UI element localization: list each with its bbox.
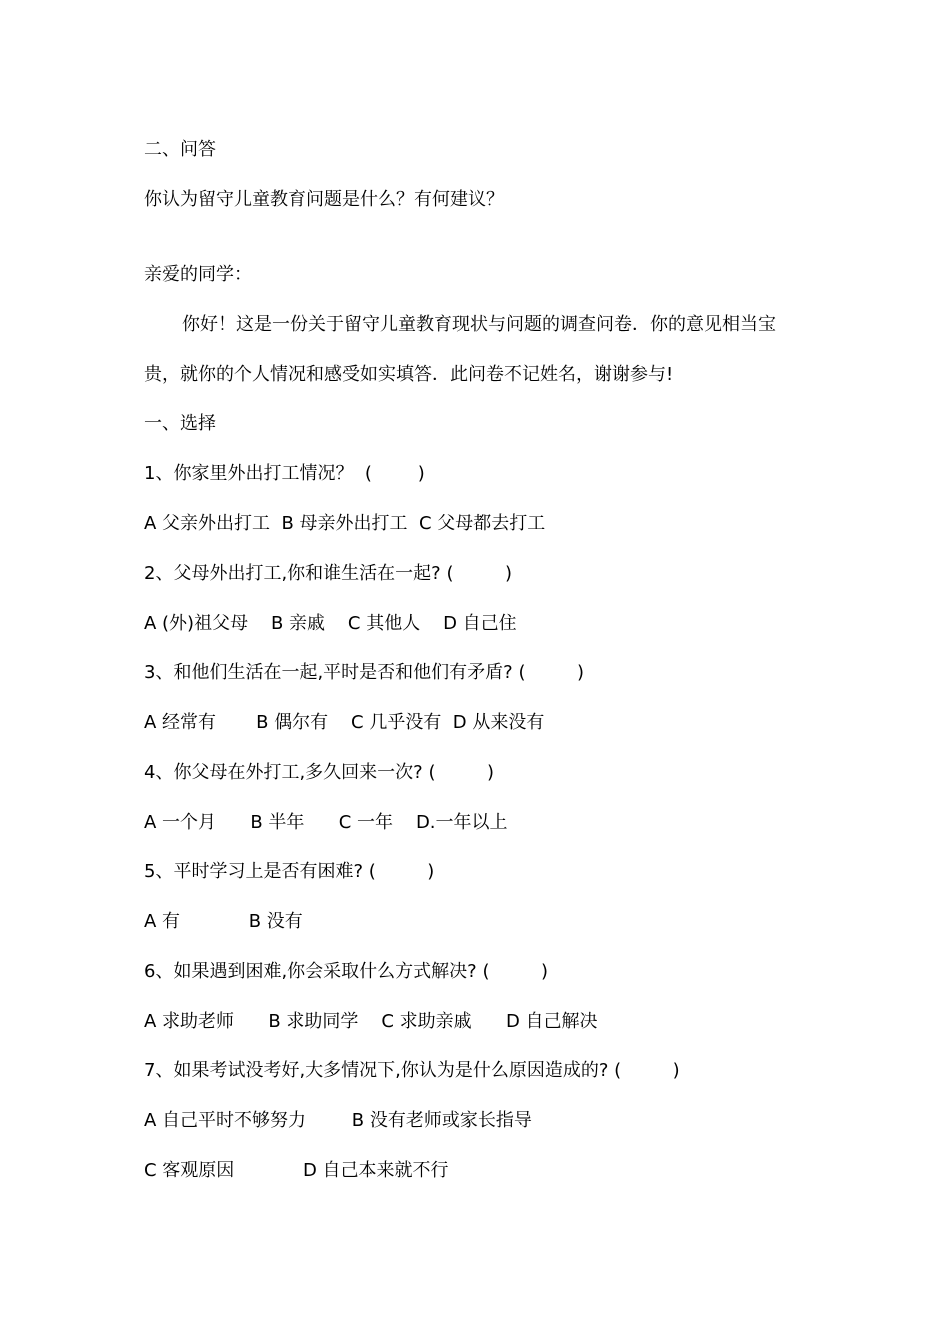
letter-greeting: 亲爱的同学： bbox=[144, 264, 252, 285]
letter-intro-line-1: 你好！这是一份关于留守儿童教育现状与问题的调查问卷．你的意见相当宝 bbox=[182, 314, 776, 335]
question-1-options: A 父亲外出打工 B 母亲外出打工 C 父母都去打工 bbox=[144, 513, 546, 534]
question-4: 4、你父母在外打工,多久回来一次? ( ) bbox=[144, 762, 494, 783]
question-3-options: A 经常有 B 偶尔有 C 几乎没有 D 从来没有 bbox=[144, 712, 545, 733]
question-2-options: A (外)祖父母 B 亲戚 C 其他人 D 自己住 bbox=[144, 613, 517, 634]
question-2: 2、父母外出打工,你和谁生活在一起? ( ) bbox=[144, 563, 512, 584]
question-6: 6、如果遇到困难,你会采取什么方式解决? ( ) bbox=[144, 961, 548, 982]
qa-section-heading: 二、问答 bbox=[144, 139, 216, 160]
question-4-options: A 一个月 B 半年 C 一年 D.一年以上 bbox=[144, 812, 508, 833]
question-7-options: A 自己平时不够努力 B 没有老师或家长指导 bbox=[144, 1110, 532, 1131]
question-1: 1、你家里外出打工情况？ ( ) bbox=[144, 463, 425, 484]
question-6-options: A 求助老师 B 求助同学 C 求助亲戚 D 自己解决 bbox=[144, 1011, 598, 1032]
question-3: 3、和他们生活在一起,平时是否和他们有矛盾? ( ) bbox=[144, 662, 584, 683]
question-7: 7、如果考试没考好,大多情况下,你认为是什么原因造成的? ( ) bbox=[144, 1060, 680, 1081]
question-5: 5、平时学习上是否有困难? ( ) bbox=[144, 861, 435, 882]
qa-question: 你认为留守儿童教育问题是什么？有何建议？ bbox=[144, 189, 504, 210]
question-5-options: A 有 B 没有 bbox=[144, 911, 303, 932]
question-7-options-line-2: C 客观原因 D 自己本来就不行 bbox=[144, 1160, 449, 1181]
choice-section-heading: 一、选择 bbox=[144, 413, 216, 434]
letter-intro-line-2: 贵，就你的个人情况和感受如实填答．此问卷不记姓名，谢谢参与! bbox=[144, 364, 674, 385]
